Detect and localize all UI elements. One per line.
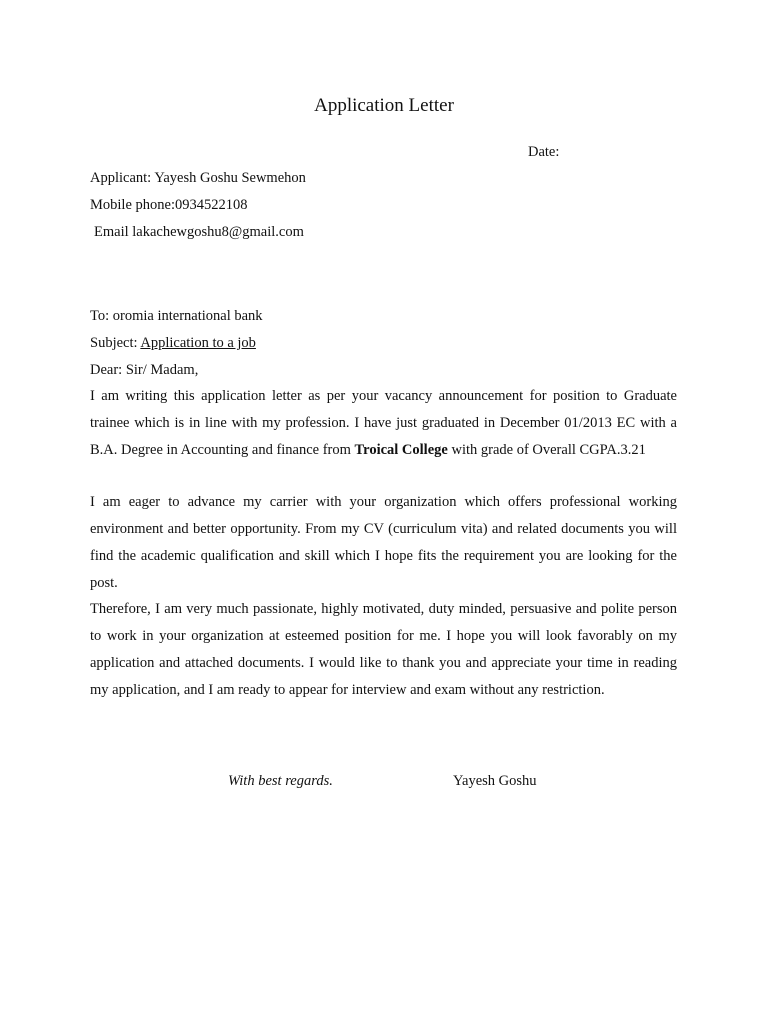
mobile-number: 0934522108	[174, 197, 248, 213]
applicant-label: Applicant:	[90, 170, 152, 186]
body-paragraph-3: Therefore, I am very much passionate, highly motivated, duty minded, persuasive and polite person to work in your organization at esteemed position for me. I hope you will look favorably on my application and attached documents. I would like to thank you and appreciate your time in reading my application, and I am ready to appear for interview and exam without any restriction.	[90, 601, 677, 698]
subject-text: Application to a job	[140, 335, 256, 351]
email-line	[94, 222, 304, 242]
subject-label: Subject:	[90, 335, 138, 351]
body-paragraph-1	[90, 383, 677, 464]
page-title: Application Letter	[314, 95, 454, 116]
signer-name: Yayesh Goshu	[453, 773, 537, 789]
email-label: Email	[94, 224, 129, 240]
email-address: lakachewgoshu8@gmail.com	[132, 224, 304, 240]
date-label: Date:	[528, 144, 560, 160]
applicant-line	[90, 168, 306, 188]
subject-line	[90, 333, 256, 353]
mobile-label: Mobile phone:	[90, 197, 175, 213]
applicant-name: Yayesh Goshu Sewmehon	[154, 170, 306, 186]
recipient-name: oromia international bank	[112, 308, 263, 324]
to-label: To:	[90, 308, 110, 324]
p1-start: I am writing this application letter as per your vacancy announcement for position to Graduate trainee which is in line with my profession. I have just graduated in December 01/2013 EC with a B.A. Degree in Accounting and finance from	[90, 388, 677, 458]
closing-regards: With best regards.	[228, 773, 333, 789]
college-name: Troical College	[354, 441, 448, 458]
salutation: Dear: Sir/ Madam,	[90, 362, 199, 378]
recipient-line	[90, 306, 263, 326]
p1-end: with grade of Overall CGPA.3.21	[447, 441, 646, 458]
body-paragraph-2: I am eager to advance my carrier with your organization which offers professional working environment and better opportunity. From my CV (curriculum vita) and related documents you will find the academic qualification and skill which I hope fits the requirement you are looking for the post.	[90, 494, 677, 591]
mobile-line	[90, 195, 247, 215]
